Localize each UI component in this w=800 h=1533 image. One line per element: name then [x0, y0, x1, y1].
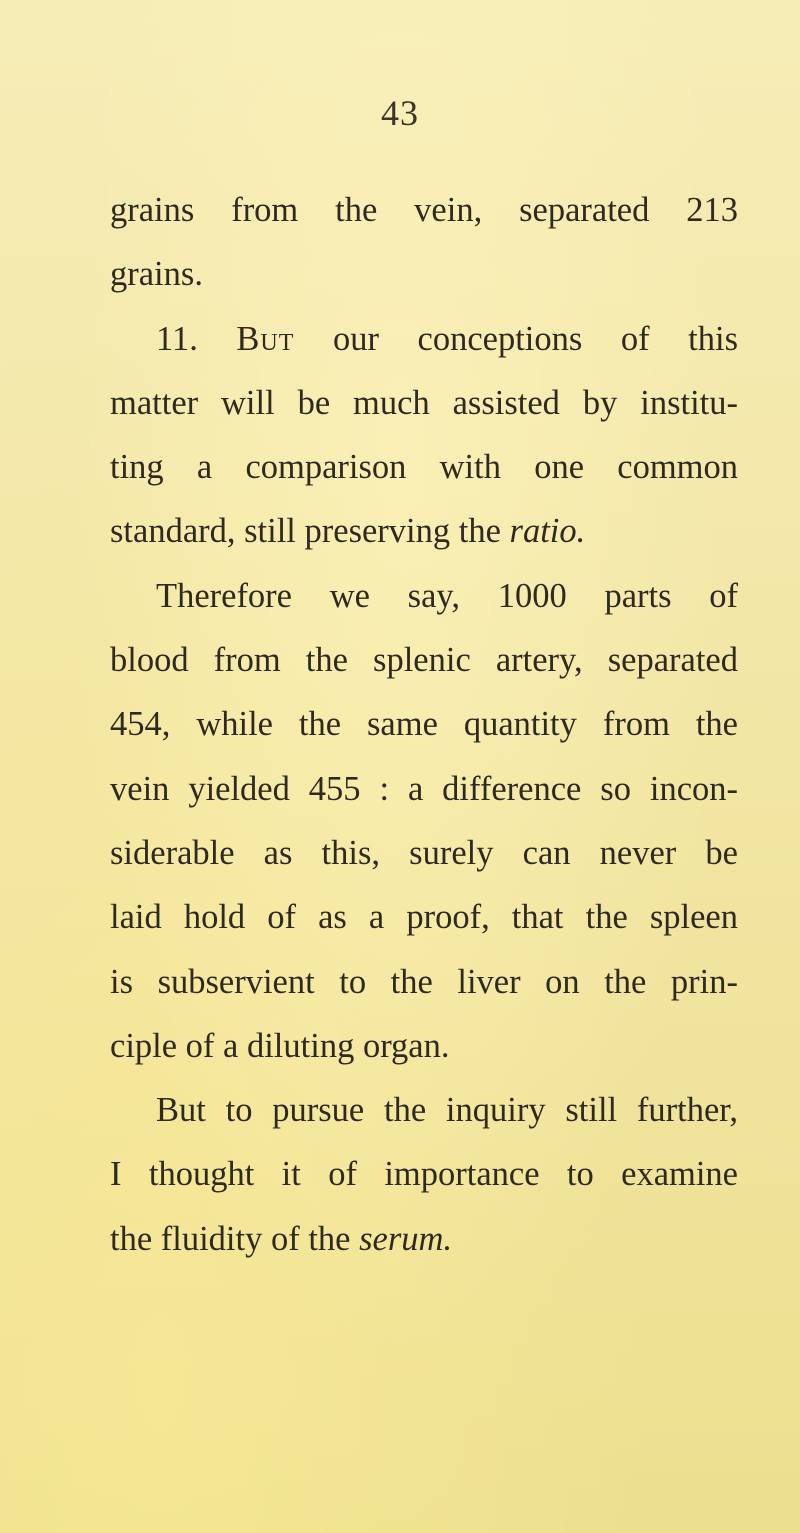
text-line — [110, 1207, 738, 1271]
text-line-start: standard, still preserving the — [110, 512, 510, 551]
italic-word: ratio. — [509, 512, 586, 551]
text-line — [110, 307, 738, 371]
text-line: But to pursue the inquiry still further, — [156, 1091, 738, 1130]
body-text — [110, 178, 738, 1271]
text-line: I thought it of importance to examine — [110, 1155, 738, 1194]
section-number: 11. — [156, 319, 237, 358]
small-caps-lead: But — [236, 319, 295, 358]
text-line-start: the fluidity of the — [110, 1219, 360, 1258]
text-line: matter will be much assisted by institu- — [110, 383, 738, 422]
text-line: siderable as this, surely can never be — [110, 833, 738, 872]
text-line: laid hold of as a proof, that the spleen — [110, 898, 738, 937]
text-line-rest: our conceptions of this — [294, 319, 738, 358]
text-line: ciple of a diluting organ. — [110, 1026, 450, 1065]
text-line — [110, 499, 738, 563]
text-line: Therefore we say, 1000 parts of — [156, 576, 738, 615]
text-line: 454, while the same quantity from the — [110, 705, 738, 744]
text-line: grains. — [110, 255, 203, 294]
text-line: vein yielded 455 : a difference so incon- — [110, 769, 738, 808]
text-line: grains from the vein, separated 213 — [110, 191, 738, 229]
text-line: is subservient to the liver on the prin- — [110, 962, 738, 1001]
page-number: 43 — [381, 93, 419, 133]
italic-word: serum. — [359, 1219, 453, 1258]
text-line: ting a comparison with one common — [110, 448, 738, 487]
text-line: blood from the splenic artery, separated — [110, 641, 738, 680]
